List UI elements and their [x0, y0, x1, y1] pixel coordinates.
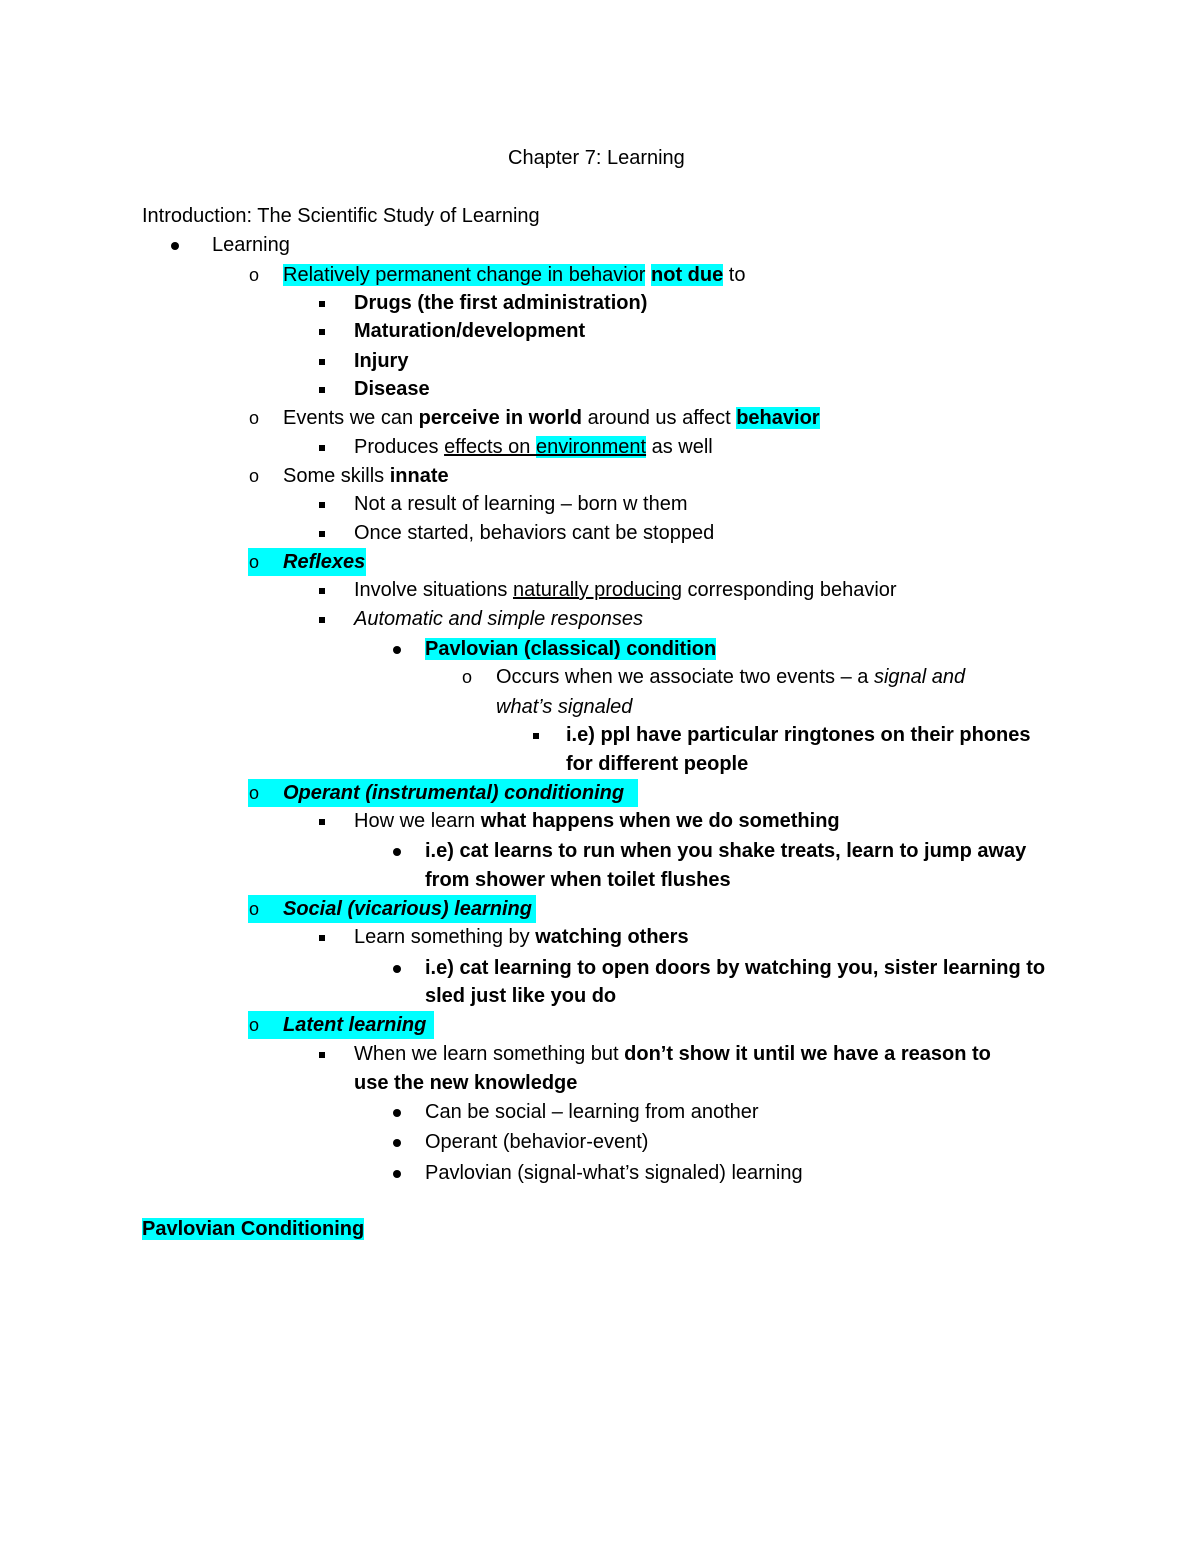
list-item-events — [283, 404, 820, 432]
list-item-learn-watching — [354, 923, 689, 951]
circle-bullet-icon: o — [249, 552, 260, 572]
plain-text: to — [723, 264, 746, 286]
list-item-operant-be: Operant (behavior-event) — [425, 1131, 649, 1153]
bold-text: innate — [389, 465, 449, 487]
plain-text: Occurs when we associate two events – a — [496, 666, 874, 688]
list-item-definition — [283, 261, 745, 289]
highlight-bold-text: not due — [651, 264, 724, 286]
list-item-when-we-learn-cont: use the new knowledge — [354, 1072, 578, 1094]
bullet-icon — [393, 1128, 401, 1156]
list-item-not-result: Not a result of learning – born w them — [354, 493, 688, 515]
square-bullet-icon — [319, 433, 325, 461]
plain-text: corresponding behavior — [681, 579, 897, 601]
bullet-icon — [393, 1098, 401, 1126]
bold-text: perceive in world — [418, 407, 583, 429]
plain-text: Produces — [354, 436, 445, 458]
bold-text: watching others — [535, 926, 689, 948]
square-bullet-icon — [319, 605, 325, 633]
list-item-pavlovian-condition — [425, 635, 716, 663]
square-bullet-icon — [319, 1040, 325, 1068]
square-bullet-icon — [319, 576, 325, 604]
list-item-occurs — [496, 663, 965, 691]
list-item-cat-doors: i.e) cat learning to open doors by watching you, sister learning to — [425, 957, 1046, 979]
list-item-operant: Operant (instrumental) conditioning — [283, 782, 625, 804]
circle-bullet-icon: o — [462, 667, 473, 687]
highlight-text: Relatively permanent change in behavior — [283, 264, 646, 286]
bullet-icon — [393, 954, 401, 982]
bold-text: don’t show it until we have a reason to — [624, 1043, 991, 1065]
section-heading-intro: Introduction: The Scientific Study of Learning — [142, 205, 540, 227]
list-item-occurs-cont: what’s signaled — [496, 696, 633, 718]
list-item-learning: Learning — [212, 234, 290, 256]
square-bullet-icon — [319, 347, 325, 375]
square-bullet-icon — [319, 519, 325, 547]
square-bullet-icon — [319, 807, 325, 835]
underlined-text: effects on — [444, 436, 536, 458]
square-bullet-icon — [319, 289, 325, 317]
circle-bullet-icon: o — [249, 1015, 260, 1035]
list-item-latent: Latent learning — [283, 1014, 427, 1036]
circle-bullet-icon: o — [249, 783, 260, 803]
plain-text: Events we can — [283, 407, 419, 429]
list-item-injury: Injury — [354, 350, 409, 372]
list-item-can-be-social: Can be social – learning from another — [425, 1101, 759, 1123]
circle-bullet-icon: o — [249, 408, 260, 428]
highlight-bold-text: Pavlovian Conditioning — [142, 1218, 365, 1240]
list-item-cat-doors-cont: sled just like you do — [425, 985, 617, 1007]
plain-text: Some skills — [283, 465, 390, 487]
list-item-social: Social (vicarious) learning — [283, 898, 532, 920]
underlined-text: naturally producing — [512, 579, 682, 601]
highlight-bold-text: Pavlovian (classical) condition — [425, 638, 717, 660]
list-item-disease: Disease — [354, 378, 430, 400]
bullet-icon — [393, 837, 401, 865]
page-title: Chapter 7: Learning — [508, 147, 685, 169]
list-item-involve — [354, 576, 897, 604]
square-bullet-icon — [533, 721, 539, 749]
square-bullet-icon — [319, 375, 325, 403]
list-item-produces — [354, 433, 713, 461]
plain-text: as well — [646, 436, 713, 458]
list-item-cat-treats: i.e) cat learns to run when you shake treats, learn to jump away — [425, 840, 1027, 862]
circle-bullet-icon: o — [249, 265, 260, 285]
list-item-pavlovian-signal: Pavlovian (signal-what’s signaled) learning — [425, 1162, 803, 1184]
square-bullet-icon — [319, 490, 325, 518]
square-bullet-icon — [319, 317, 325, 345]
italic-text: signal and — [873, 666, 966, 688]
plain-text: When we learn something but — [354, 1043, 625, 1065]
list-item-ringtones: i.e) ppl have particular ringtones on their phones — [566, 724, 1031, 746]
highlight-underlined-text: environment — [535, 436, 647, 458]
list-item-when-we-learn — [354, 1040, 991, 1068]
list-item-cat-treats-cont: from shower when toilet flushes — [425, 869, 731, 891]
plain-text: around us affect — [582, 407, 737, 429]
list-item-drugs: Drugs (the first administration) — [354, 292, 648, 314]
highlight-bold-text: behavior — [736, 407, 820, 429]
list-item-automatic: Automatic and simple responses — [354, 608, 644, 630]
plain-text: Learn something by — [354, 926, 536, 948]
plain-text: Involve situations — [354, 579, 513, 601]
bold-text: what happens when we do something — [480, 810, 840, 832]
list-item-maturation: Maturation/development — [354, 320, 586, 342]
bullet-icon — [171, 231, 179, 259]
list-item-skills — [283, 462, 449, 490]
section-heading-pavlovian — [142, 1215, 364, 1243]
bullet-icon — [393, 635, 401, 663]
circle-bullet-icon: o — [249, 899, 260, 919]
bullet-icon — [393, 1159, 401, 1187]
plain-text: How we learn — [354, 810, 481, 832]
square-bullet-icon — [319, 923, 325, 951]
list-item-once-started: Once started, behaviors cant be stopped — [354, 522, 715, 544]
list-item-how-we-learn — [354, 807, 840, 835]
list-item-ringtones-cont: for different people — [566, 753, 749, 775]
list-item-reflexes: Reflexes — [283, 551, 366, 573]
circle-bullet-icon: o — [249, 466, 260, 486]
